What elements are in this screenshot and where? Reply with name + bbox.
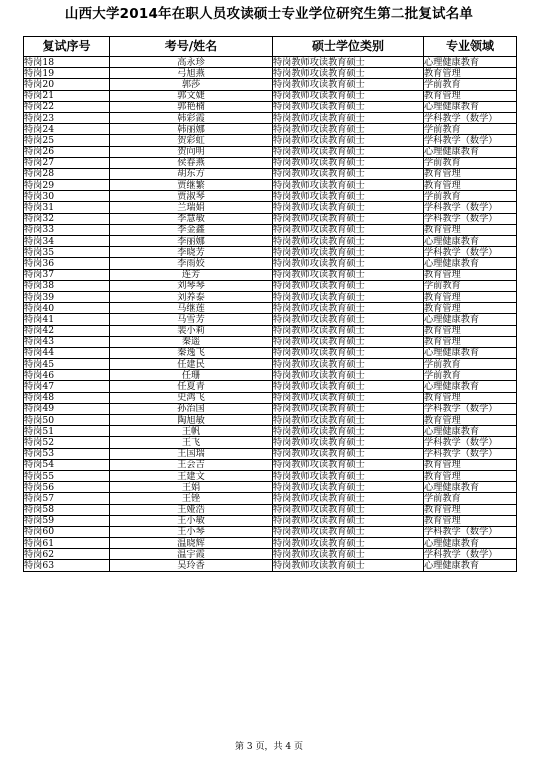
table-row (24, 213, 517, 224)
table-row (24, 224, 517, 235)
seq-cell: 特岗51 (24, 426, 110, 437)
table-row (24, 470, 517, 481)
table-row (24, 325, 517, 336)
field-cell: 教育管理 (424, 168, 517, 179)
field-cell: 学前教育 (424, 280, 517, 291)
field-cell: 心理健康教育 (424, 381, 517, 392)
seq-cell: 特岗18 (24, 57, 110, 68)
table-row (24, 135, 517, 146)
degree-type-cell: 特岗教师攻读教育硕士 (273, 526, 424, 537)
table-row (24, 146, 517, 157)
field-cell: 教育管理 (424, 392, 517, 403)
name-cell: 王建文 (110, 470, 273, 481)
seq-cell: 特岗34 (24, 236, 110, 247)
name-cell: 李金鑫 (110, 224, 273, 235)
field-cell: 心理健康教育 (424, 101, 517, 112)
seq-cell: 特岗30 (24, 191, 110, 202)
seq-cell: 特岗20 (24, 79, 110, 90)
seq-cell: 特岗59 (24, 515, 110, 526)
degree-type-cell: 特岗教师攻读教育硕士 (273, 336, 424, 347)
seq-cell: 特岗36 (24, 258, 110, 269)
table-row (24, 280, 517, 291)
seq-cell: 特岗57 (24, 493, 110, 504)
field-cell: 学科教学（数学） (424, 526, 517, 537)
seq-cell: 特岗22 (24, 101, 110, 112)
degree-type-cell: 特岗教师攻读教育硕士 (273, 549, 424, 560)
table-row (24, 68, 517, 79)
table-row (24, 426, 517, 437)
field-cell: 教育管理 (424, 269, 517, 280)
seq-cell: 特岗25 (24, 135, 110, 146)
field-cell: 心理健康教育 (424, 314, 517, 325)
name-cell: 高永珍 (110, 57, 273, 68)
roster-table (23, 36, 517, 572)
field-cell: 学前教育 (424, 359, 517, 370)
field-cell: 心理健康教育 (424, 538, 517, 549)
seq-cell: 特岗63 (24, 560, 110, 571)
table-row (24, 258, 517, 269)
name-cell: 韩丽娜 (110, 124, 273, 135)
name-cell: 王会吉 (110, 459, 273, 470)
name-cell: 兰瑞娟 (110, 202, 273, 213)
seq-cell: 特岗28 (24, 168, 110, 179)
table-row (24, 403, 517, 414)
field-cell: 教育管理 (424, 224, 517, 235)
table-row (24, 90, 517, 101)
name-cell: 王小琴 (110, 526, 273, 537)
table-row (24, 504, 517, 515)
degree-type-cell: 特岗教师攻读教育硕士 (273, 224, 424, 235)
degree-type-cell: 特岗教师攻读教育硕士 (273, 124, 424, 135)
seq-cell: 特岗32 (24, 213, 110, 224)
table-row (24, 526, 517, 537)
name-cell: 李丽娜 (110, 236, 273, 247)
table-row (24, 202, 517, 213)
seq-cell: 特岗23 (24, 112, 110, 123)
degree-type-cell: 特岗教师攻读教育硕士 (273, 68, 424, 79)
field-cell: 教育管理 (424, 459, 517, 470)
table-row (24, 157, 517, 168)
name-cell: 温晓辉 (110, 538, 273, 549)
name-cell: 弓旭燕 (110, 68, 273, 79)
seq-cell: 特岗61 (24, 538, 110, 549)
name-cell: 郭文婕 (110, 90, 273, 101)
seq-cell: 特岗48 (24, 392, 110, 403)
name-cell: 任夏青 (110, 381, 273, 392)
seq-cell: 特岗43 (24, 336, 110, 347)
name-cell: 郭艳楠 (110, 101, 273, 112)
degree-type-cell: 特岗教师攻读教育硕士 (273, 213, 424, 224)
degree-type-cell: 特岗教师攻读教育硕士 (273, 560, 424, 571)
degree-type-cell: 特岗教师攻读教育硕士 (273, 325, 424, 336)
name-cell: 王锉 (110, 493, 273, 504)
seq-cell: 特岗55 (24, 470, 110, 481)
name-cell: 王娟 (110, 482, 273, 493)
field-cell: 学科教学（数学） (424, 403, 517, 414)
degree-type-cell: 特岗教师攻读教育硕士 (273, 168, 424, 179)
table-row (24, 359, 517, 370)
page-title: 山西大学2014年在职人员攻读硕士专业学位研究生第二批复试名单 (64, 6, 474, 22)
degree-type-cell: 特岗教师攻读教育硕士 (273, 381, 424, 392)
degree-type-cell: 特岗教师攻读教育硕士 (273, 370, 424, 381)
seq-cell: 特岗29 (24, 180, 110, 191)
seq-cell: 特岗33 (24, 224, 110, 235)
name-cell: 孙治国 (110, 403, 273, 414)
field-cell: 学科教学（数学） (424, 437, 517, 448)
degree-type-cell: 特岗教师攻读教育硕士 (273, 359, 424, 370)
field-cell: 心理健康教育 (424, 347, 517, 358)
name-cell: 秦遥 (110, 336, 273, 347)
field-cell: 学科教学（数学） (424, 112, 517, 123)
table-row (24, 79, 517, 90)
name-cell: 连芳 (110, 269, 273, 280)
field-cell: 学前教育 (424, 79, 517, 90)
name-cell: 马雪芳 (110, 314, 273, 325)
name-cell: 秦逸飞 (110, 347, 273, 358)
seq-cell: 特岗46 (24, 370, 110, 381)
field-cell: 学科教学（数学） (424, 247, 517, 258)
degree-type-cell: 特岗教师攻读教育硕士 (273, 415, 424, 426)
field-cell: 心理健康教育 (424, 236, 517, 247)
seq-cell: 特岗52 (24, 437, 110, 448)
header-degree-type: 硕士学位类别 (273, 37, 424, 57)
field-cell: 学科教学（数学） (424, 448, 517, 459)
table-row (24, 370, 517, 381)
name-cell: 王帆 (110, 426, 273, 437)
field-cell: 教育管理 (424, 470, 517, 481)
seq-cell: 特岗58 (24, 504, 110, 515)
name-cell: 王飞 (110, 437, 273, 448)
field-cell: 学前教育 (424, 493, 517, 504)
degree-type-cell: 特岗教师攻读教育硕士 (273, 303, 424, 314)
degree-type-cell: 特岗教师攻读教育硕士 (273, 493, 424, 504)
seq-cell: 特岗21 (24, 90, 110, 101)
degree-type-cell: 特岗教师攻读教育硕士 (273, 459, 424, 470)
degree-type-cell: 特岗教师攻读教育硕士 (273, 191, 424, 202)
degree-type-cell: 特岗教师攻读教育硕士 (273, 448, 424, 459)
name-cell: 王娅浩 (110, 504, 273, 515)
seq-cell: 特岗31 (24, 202, 110, 213)
table-row (24, 236, 517, 247)
degree-type-cell: 特岗教师攻读教育硕士 (273, 101, 424, 112)
degree-type-cell: 特岗教师攻读教育硕士 (273, 57, 424, 68)
field-cell: 教育管理 (424, 336, 517, 347)
field-cell: 教育管理 (424, 415, 517, 426)
name-cell: 贺彩虹 (110, 135, 273, 146)
degree-type-cell: 特岗教师攻读教育硕士 (273, 157, 424, 168)
table-row (24, 437, 517, 448)
field-cell: 教育管理 (424, 325, 517, 336)
table-row (24, 515, 517, 526)
field-cell: 学前教育 (424, 191, 517, 202)
name-cell: 贾继繁 (110, 180, 273, 191)
field-cell: 学前教育 (424, 370, 517, 381)
field-cell: 学科教学（数学） (424, 135, 517, 146)
table-row (24, 57, 517, 68)
field-cell: 学前教育 (424, 157, 517, 168)
degree-type-cell: 特岗教师攻读教育硕士 (273, 236, 424, 247)
degree-type-cell: 特岗教师攻读教育硕士 (273, 470, 424, 481)
seq-cell: 特岗56 (24, 482, 110, 493)
table-row (24, 448, 517, 459)
degree-type-cell: 特岗教师攻读教育硕士 (273, 437, 424, 448)
table-row (24, 247, 517, 258)
field-cell: 心理健康教育 (424, 57, 517, 68)
field-cell: 心理健康教育 (424, 482, 517, 493)
name-cell: 王国瑞 (110, 448, 273, 459)
name-cell: 刘琴琴 (110, 280, 273, 291)
seq-cell: 特岗26 (24, 146, 110, 157)
seq-cell: 特岗19 (24, 68, 110, 79)
name-cell: 马继莲 (110, 303, 273, 314)
degree-type-cell: 特岗教师攻读教育硕士 (273, 504, 424, 515)
field-cell: 教育管理 (424, 180, 517, 191)
seq-cell: 特岗40 (24, 303, 110, 314)
degree-type-cell: 特岗教师攻读教育硕士 (273, 135, 424, 146)
table-row (24, 168, 517, 179)
seq-cell: 特岗49 (24, 403, 110, 414)
degree-type-cell: 特岗教师攻读教育硕士 (273, 403, 424, 414)
field-cell: 学科教学（数学） (424, 202, 517, 213)
field-cell: 教育管理 (424, 504, 517, 515)
field-cell: 心理健康教育 (424, 426, 517, 437)
field-cell: 教育管理 (424, 90, 517, 101)
seq-cell: 特岗39 (24, 291, 110, 302)
degree-type-cell: 特岗教师攻读教育硕士 (273, 112, 424, 123)
seq-cell: 特岗42 (24, 325, 110, 336)
name-cell: 贺向明 (110, 146, 273, 157)
name-cell: 王小敏 (110, 515, 273, 526)
degree-type-cell: 特岗教师攻读教育硕士 (273, 258, 424, 269)
table-row (24, 459, 517, 470)
field-cell: 教育管理 (424, 68, 517, 79)
header-row (24, 37, 517, 57)
seq-cell: 特岗47 (24, 381, 110, 392)
header-name: 考号/姓名 (110, 37, 273, 57)
seq-cell: 特岗35 (24, 247, 110, 258)
seq-cell: 特岗24 (24, 124, 110, 135)
degree-type-cell: 特岗教师攻读教育硕士 (273, 347, 424, 358)
table-row (24, 381, 517, 392)
name-cell: 李雨姣 (110, 258, 273, 269)
seq-cell: 特岗54 (24, 459, 110, 470)
field-cell: 教育管理 (424, 515, 517, 526)
seq-cell: 特岗37 (24, 269, 110, 280)
header-seq: 复试序号 (24, 37, 110, 57)
field-cell: 心理健康教育 (424, 258, 517, 269)
seq-cell: 特岗44 (24, 347, 110, 358)
name-cell: 胡东方 (110, 168, 273, 179)
degree-type-cell: 特岗教师攻读教育硕士 (273, 146, 424, 157)
name-cell: 侯春燕 (110, 157, 273, 168)
table-row (24, 560, 517, 571)
degree-type-cell: 特岗教师攻读教育硕士 (273, 426, 424, 437)
name-cell: 刘养泰 (110, 291, 273, 302)
table-row (24, 336, 517, 347)
name-cell: 吴玲香 (110, 560, 273, 571)
name-cell: 温宇霞 (110, 549, 273, 560)
degree-type-cell: 特岗教师攻读教育硕士 (273, 202, 424, 213)
header-field: 专业领域 (424, 37, 517, 57)
degree-type-cell: 特岗教师攻读教育硕士 (273, 79, 424, 90)
seq-cell: 特岗45 (24, 359, 110, 370)
name-cell: 史鸿飞 (110, 392, 273, 403)
table-row (24, 392, 517, 403)
table-row (24, 112, 517, 123)
seq-cell: 特岗27 (24, 157, 110, 168)
table-row (24, 314, 517, 325)
degree-type-cell: 特岗教师攻读教育硕士 (273, 269, 424, 280)
table-row (24, 482, 517, 493)
degree-type-cell: 特岗教师攻读教育硕士 (273, 291, 424, 302)
name-cell: 李晓芳 (110, 247, 273, 258)
degree-type-cell: 特岗教师攻读教育硕士 (273, 538, 424, 549)
seq-cell: 特岗60 (24, 526, 110, 537)
table-row (24, 101, 517, 112)
name-cell: 韩彩霞 (110, 112, 273, 123)
name-cell: 任建民 (110, 359, 273, 370)
table-row (24, 291, 517, 302)
degree-type-cell: 特岗教师攻读教育硕士 (273, 247, 424, 258)
name-cell: 任珊 (110, 370, 273, 381)
degree-type-cell: 特岗教师攻读教育硕士 (273, 280, 424, 291)
field-cell: 心理健康教育 (424, 560, 517, 571)
seq-cell: 特岗50 (24, 415, 110, 426)
table-row (24, 415, 517, 426)
seq-cell: 特岗53 (24, 448, 110, 459)
field-cell: 教育管理 (424, 291, 517, 302)
field-cell: 心理健康教育 (424, 146, 517, 157)
table-row (24, 538, 517, 549)
name-cell: 裴小莉 (110, 325, 273, 336)
table-row (24, 347, 517, 358)
field-cell: 学科教学（数学） (424, 213, 517, 224)
field-cell: 教育管理 (424, 303, 517, 314)
table-row (24, 180, 517, 191)
degree-type-cell: 特岗教师攻读教育硕士 (273, 180, 424, 191)
name-cell: 贾淑琴 (110, 191, 273, 202)
field-cell: 学前教育 (424, 124, 517, 135)
name-cell: 郭莎 (110, 79, 273, 90)
degree-type-cell: 特岗教师攻读教育硕士 (273, 314, 424, 325)
name-cell: 陶旭敏 (110, 415, 273, 426)
degree-type-cell: 特岗教师攻读教育硕士 (273, 90, 424, 101)
seq-cell: 特岗41 (24, 314, 110, 325)
degree-type-cell: 特岗教师攻读教育硕士 (273, 482, 424, 493)
field-cell: 学科教学（数学） (424, 549, 517, 560)
table-row (24, 269, 517, 280)
table-row (24, 191, 517, 202)
table-row (24, 549, 517, 560)
name-cell: 李慧敏 (110, 213, 273, 224)
page-footer: 第 3 页，共 4 页 (235, 742, 303, 752)
table-body (24, 57, 517, 572)
table-header (24, 37, 517, 57)
seq-cell: 特岗38 (24, 280, 110, 291)
degree-type-cell: 特岗教师攻读教育硕士 (273, 392, 424, 403)
table-row (24, 493, 517, 504)
table-row (24, 303, 517, 314)
degree-type-cell: 特岗教师攻读教育硕士 (273, 515, 424, 526)
seq-cell: 特岗62 (24, 549, 110, 560)
table-row (24, 124, 517, 135)
